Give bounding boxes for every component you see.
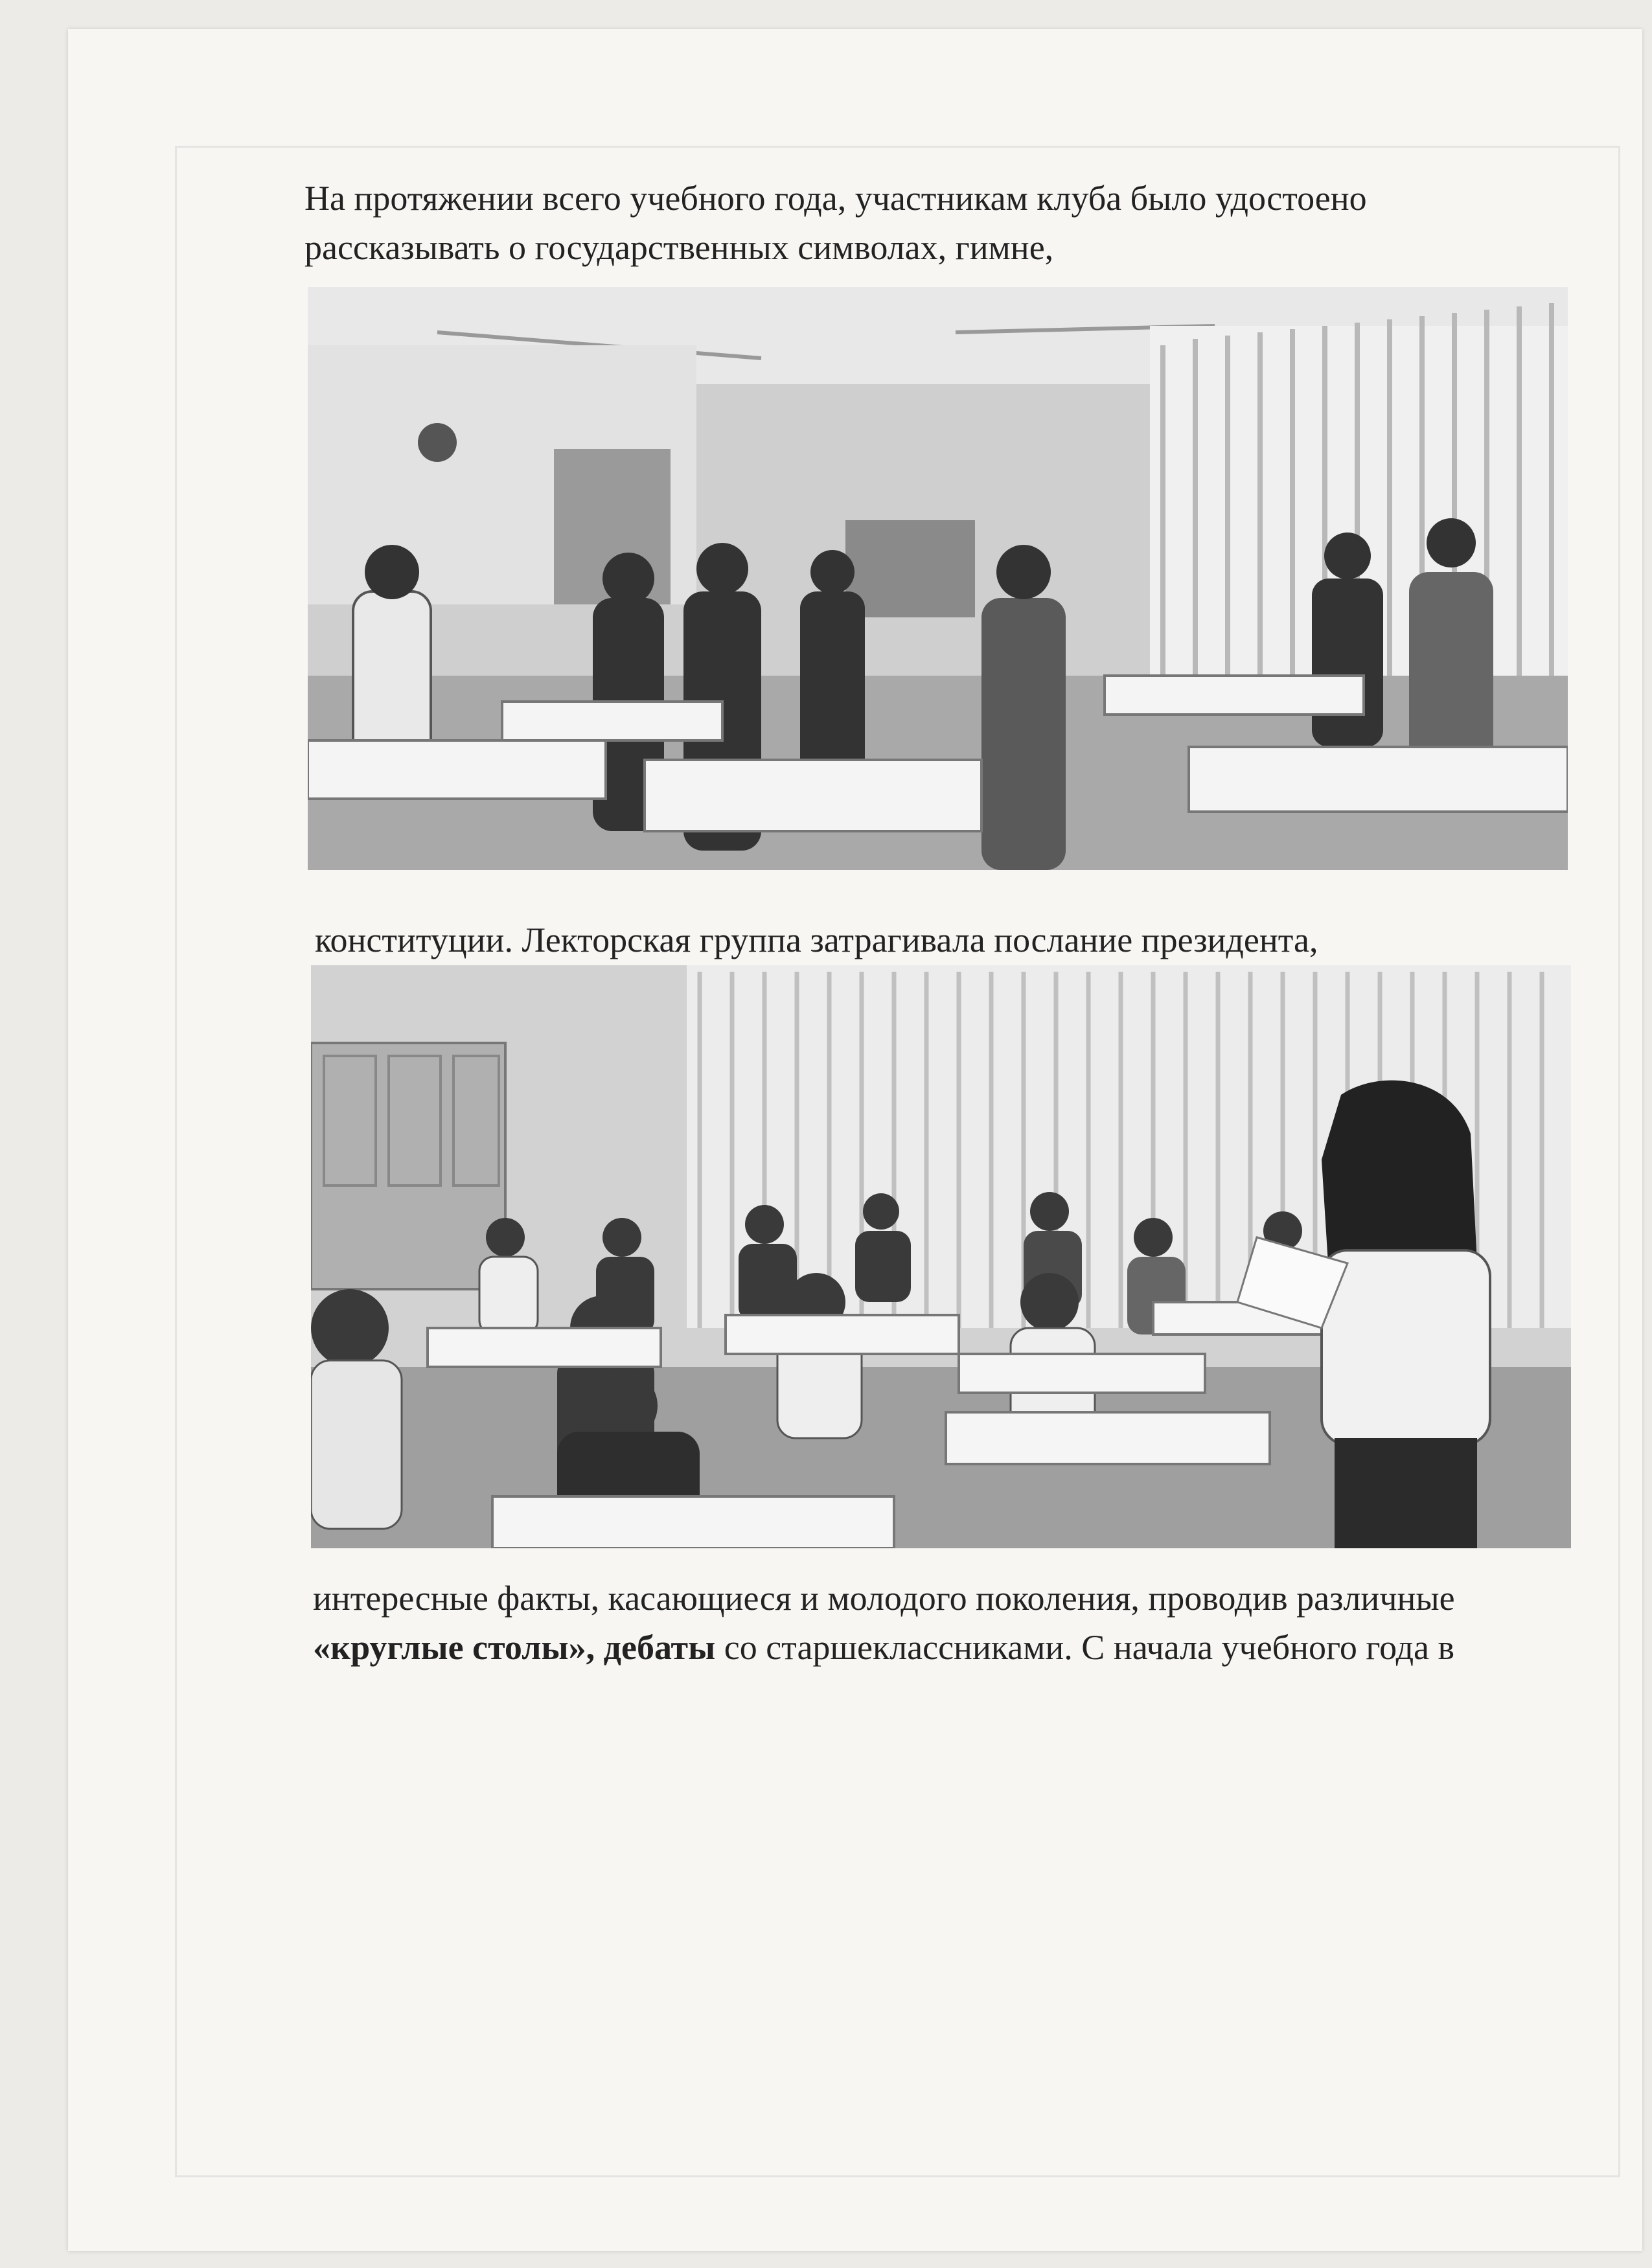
paragraph-1-line-2: рассказывать о государственных символах, гимне,: [304, 228, 1054, 267]
paragraph-3-line-2: [313, 1623, 1454, 1672]
bold-phrase-round-tables-debates: «круглые столы», дебаты: [313, 1628, 716, 1667]
paragraph-3-line-2-rest: со старшеклассниками. С начала учебного года в: [715, 1628, 1455, 1667]
paragraph-1-line-1: На протяжении всего учебного года, участникам клуба было удостоено: [304, 179, 1367, 218]
photo-classroom-anthem: [308, 287, 1568, 870]
photo-classroom-lecture: [311, 965, 1571, 1548]
paragraph-2-line-1: конституции. Лекторская группа затрагивала послание президента,: [315, 921, 1318, 959]
paragraph-3-line-1: интересные факты, касающиеся и молодого поколения, проводив различные: [313, 1579, 1455, 1618]
